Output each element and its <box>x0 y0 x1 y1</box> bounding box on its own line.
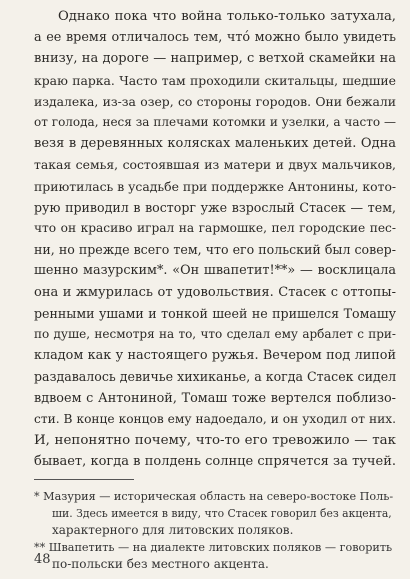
text-line: от голода, неся за плечами котомки и узелки, а часто — <box>34 115 396 130</box>
text-line: ни, но прежде всего тем, что его польский был совер- <box>34 242 396 258</box>
text-line: что он красиво играл на гармошке, пел городские пес- <box>34 221 396 236</box>
text-line: везя в деревянных колясках маленьких детей. Одна <box>34 136 396 152</box>
body-text <box>34 6 396 472</box>
text-line: шенно мазурским*. «Он швапетит!**» — восклицала <box>34 263 396 279</box>
text-line: а ее время отличалось тем, чтó можно было увидеть <box>34 30 396 46</box>
text-line: раздавалось девичье хихиканье, а когда Стасек сидел <box>34 369 397 385</box>
text-line: И, непонятно почему, что-то его тревожило — так <box>34 433 396 449</box>
footnote-line: по-польски без местного акцента. <box>52 557 269 571</box>
text-line: издалека, из-за озер, со стороны городов. Они бежали <box>34 93 396 109</box>
footnotes <box>34 488 396 573</box>
text-line: сти. В конце концов ему надоедало, и он уходил от них. <box>34 411 396 426</box>
text-line: внизу, на дороге — например, с ветхой скамейки на <box>34 51 396 67</box>
footnote-divider <box>34 479 134 480</box>
page-number: 48 <box>34 552 51 567</box>
text-line: бывает, когда в полдень солнце спрячется за тучей. <box>34 454 396 470</box>
footnote-line: характерного для литовских поляков. <box>52 523 294 537</box>
text-line: вдвоем с Антониной, Томаш тоже вертелся поблизо- <box>34 390 396 406</box>
text-line: ренными ушами и тонкой шеей не пришелся Томашу <box>34 305 396 321</box>
text-line: рую приводил в восторг уже взрослый Стасек — тем, <box>34 199 396 215</box>
footnote-line: * Мазурия — историческая область на северо-востоке Поль- <box>34 490 394 503</box>
footnote-line: ши. Здесь имеется в виду, что Стасек говорил без акцента, <box>52 507 392 520</box>
text-line: кладом как у настоящего ружья. Вечером под липой <box>34 348 396 364</box>
text-line: по душе, несмотря на то, что сделал ему арбалет с при- <box>34 327 396 342</box>
text-line: Однако пока что война только-только затухала, <box>58 9 396 24</box>
text-line: она и жмурилась от удовольствия. Стасек с оттопы- <box>34 284 396 300</box>
footnote-line: ** Швапетить — на диалекте литовских поляков — говорить <box>34 541 393 554</box>
text-line: приютилась в усадьбе при поддержке Антонины, кото- <box>34 178 397 194</box>
text-line: такая семья, состоявшая из матери и двух мальчиков, <box>34 157 396 173</box>
text-line: краю парка. Часто там проходили скитальцы, шедшие <box>34 72 396 88</box>
